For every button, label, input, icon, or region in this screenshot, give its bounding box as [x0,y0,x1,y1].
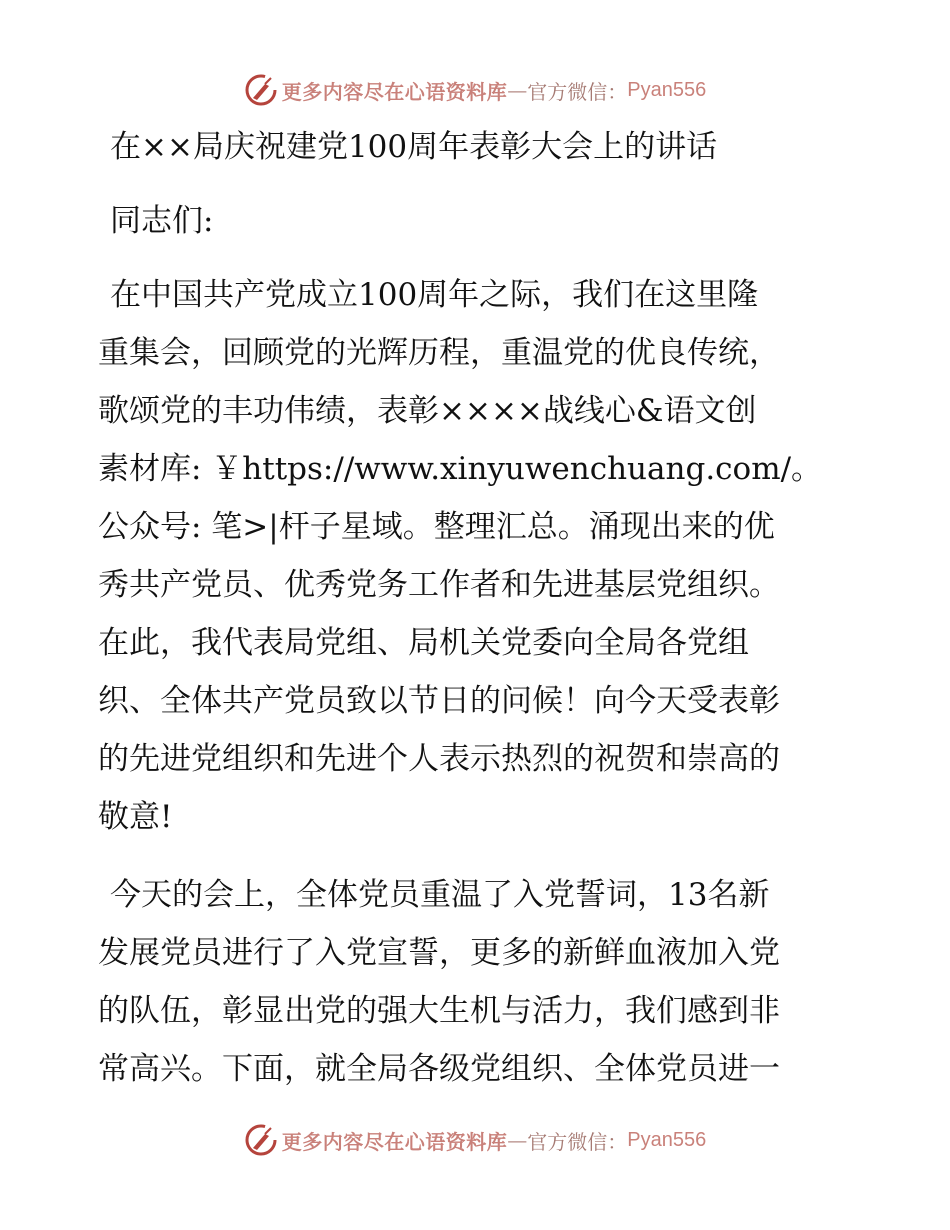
text-line: 公众号: 笔>|杆子星域。整理汇总。涌现出来的优 [98,509,775,545]
text-line: 常高兴。下面，就全局各级党组织、全体党员进一 [98,1051,780,1087]
text-line: 歌颂党的丰功伟绩，表彰××××战线心&语文创 [98,393,757,429]
watermark-site-text: 更多内容尽在心语资料库 [281,79,508,104]
header-watermark [0,70,950,110]
page-title: 在××局庆祝建党100周年表彰大会上的讲话 [110,129,718,165]
text-line: 秀共产党员、优秀党务工作者和先进基层党组织。 [98,567,780,603]
watermark-handle: Pyan556 [627,1128,707,1151]
text-line: 素材库: ￥https://www.xinyuwenchuang.com/。 [98,451,823,487]
paragraph-1 [98,266,858,846]
text-line: 织、全体共产党员致以节日的问候！向今天受表彰 [98,683,780,719]
paragraph-2 [98,866,858,1098]
watermark-wechat-label: 官方微信： [527,79,628,104]
watermark-separator: — [507,78,528,102]
text-line: 重集会，回顾党的光辉历程，重温党的优良传统， [98,335,780,371]
text-line: 发展党员进行了入党宣誓，更多的新鲜血液加入党 [98,935,780,971]
watermark-handle: Pyan556 [627,78,707,101]
watermark-separator: — [507,1128,528,1152]
text-line: 在此，我代表局党组、局机关党委向全局各党组 [98,625,749,661]
watermark-wechat-label: 官方微信： [527,1129,628,1154]
text-line: 的先进党组织和先进个人表示热烈的祝贺和崇高的 [98,741,780,777]
watermark-site-text: 更多内容尽在心语资料库 [281,1129,508,1154]
footer-watermark [0,1120,950,1160]
text-line: 的队伍，彰显出党的强大生机与活力，我们感到非 [98,993,780,1029]
quill-circle-icon [244,1123,278,1157]
salutation: 同志们: [110,203,214,239]
text-line: 在中国共产党成立100周年之际，我们在这里隆 [110,277,759,313]
quill-circle-icon [244,73,278,107]
text-line: 今天的会上，全体党员重温了入党誓词，13名新 [110,877,770,913]
text-line: 敬意! [98,799,173,835]
